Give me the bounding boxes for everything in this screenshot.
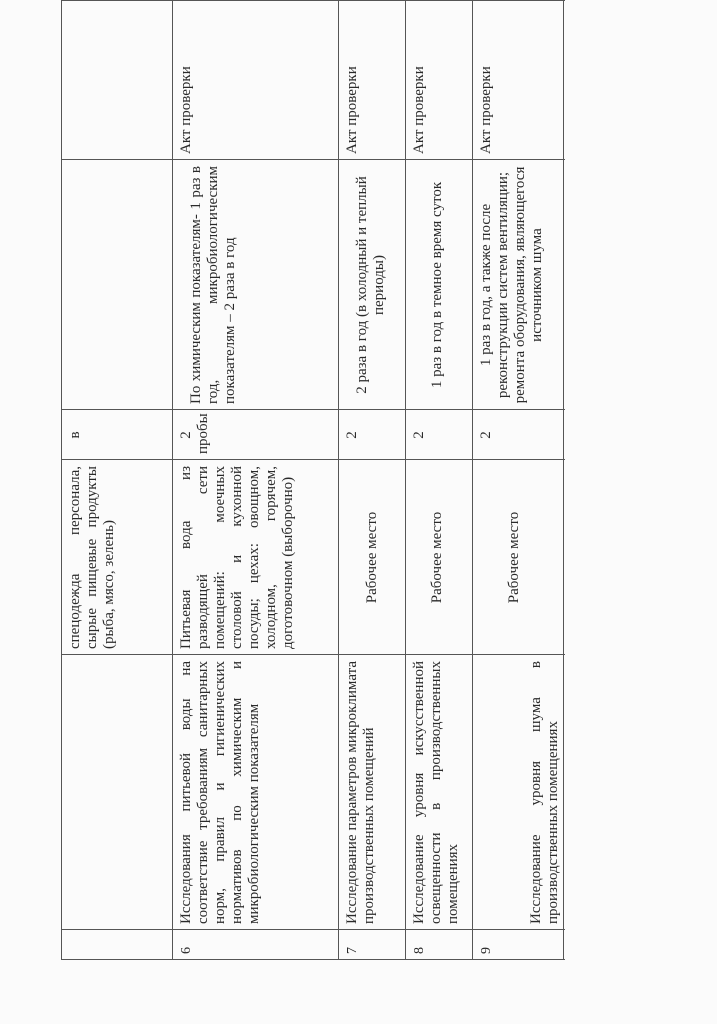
sample-count: 2: [411, 431, 427, 439]
research-name: Исследование уровня искусственной освещенности в производственных помещениях: [411, 661, 461, 924]
frequency: По химическим показателям- 1 раз в год, микробиологическим показателям – 2 раза в год: [188, 166, 238, 404]
research-object: Рабочее место: [506, 511, 522, 604]
report-document: Акт проверки: [178, 66, 194, 154]
table-row: [172, 0, 338, 960]
table-row: [61, 0, 172, 960]
row-number: 6: [179, 947, 194, 954]
table-row: [405, 0, 472, 960]
research-name: [62, 655, 68, 930]
research-name: Исследование параметров микроклимата производственных помещений: [344, 661, 377, 924]
table-row: [472, 0, 564, 960]
frequency: 2 раза в год (в холодный и теплый периоды): [354, 176, 387, 394]
research-name: Исследование уровня шума в производственных помещениях: [528, 661, 561, 924]
sample-count: 2: [344, 431, 360, 439]
research-name: Исследования питьевой воды на соответствие требованиям санитарных норм, правил и гигиенических нормативов по химическим и микробиологическим показателям: [178, 661, 262, 924]
frequency: 1 раз в год, а также после реконструкции систем вентиляции; ремонта оборудования, являющегося источником шума: [478, 166, 545, 404]
report-document: Акт проверки: [478, 66, 494, 154]
row-number: 9: [479, 947, 494, 954]
report-document: Акт проверки: [344, 66, 360, 154]
report-document: [62, 1, 68, 160]
table-row: [338, 0, 405, 960]
research-object: Рабочее место: [429, 511, 445, 604]
sample-count: 2: [478, 431, 494, 439]
research-object: Питьевая вода из разводящей сети помещений: моечных столовой и кухонной посуды; цехах: овощном, холодном, горячем, доготовочном (выборочно): [178, 466, 296, 649]
row-number: 8: [412, 947, 427, 954]
row-number: [62, 930, 68, 960]
sample-count: в: [67, 431, 83, 439]
frequency: 1 раз в год в темное время суток: [429, 181, 445, 389]
rotated-page: [61, 0, 564, 960]
frequency: [62, 160, 68, 410]
report-document: Акт проверки: [411, 66, 427, 154]
research-object: Рабочее место: [364, 511, 380, 604]
sample-count: 2 пробы: [178, 413, 211, 454]
research-object: спецодежда персонала, сырые пищевые продукты (рыба, мясо, зелень): [67, 466, 117, 649]
row-number: 7: [345, 947, 360, 954]
